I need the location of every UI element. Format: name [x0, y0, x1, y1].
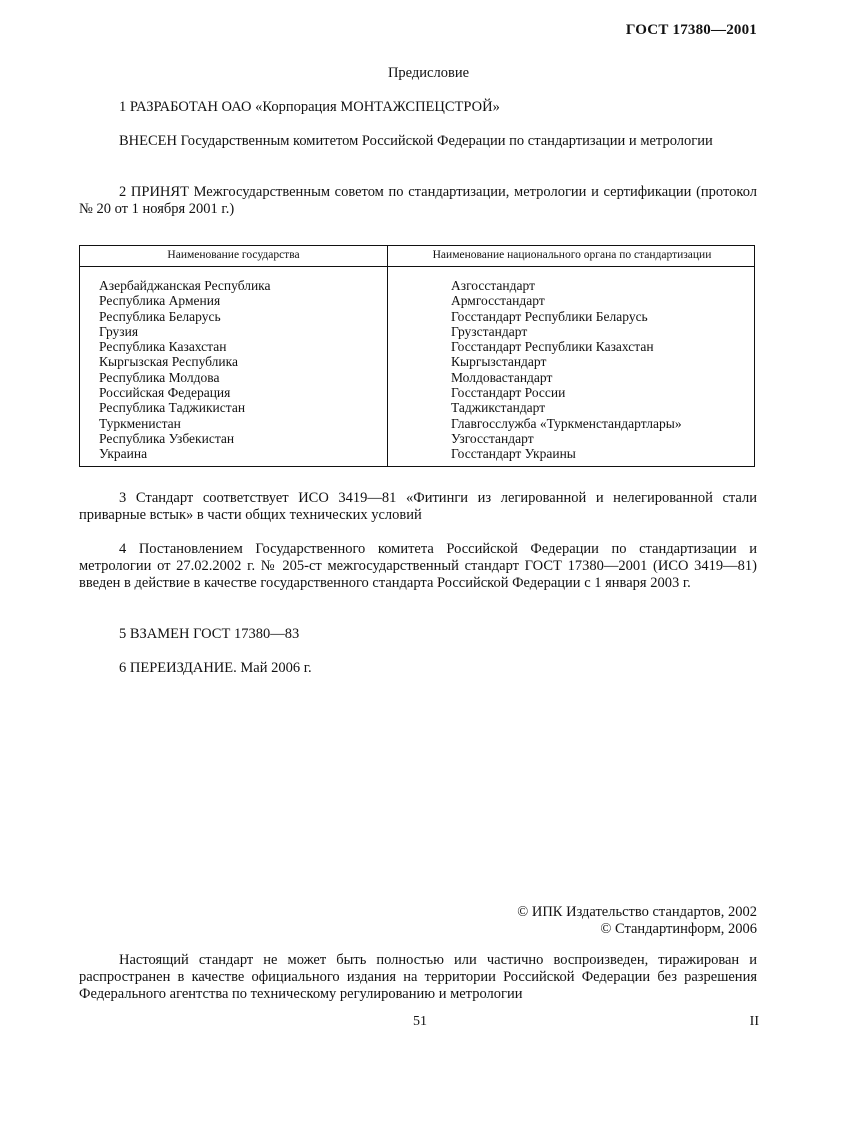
page-number: 51	[413, 1014, 427, 1029]
table-header-state: Наименование государства	[167, 249, 300, 261]
replaces-paragraph: 5 ВЗАМЕН ГОСТ 17380—83	[119, 626, 300, 642]
state-item: Кыргызская Республика	[99, 354, 238, 370]
body-item: Узгосстандарт	[451, 430, 534, 446]
body-item: Госстандарт России	[451, 385, 566, 401]
state-item: Грузия	[99, 323, 139, 339]
copyright-line-2: © Стандартинформ, 2006	[600, 921, 757, 937]
standards-bodies-list	[451, 278, 682, 462]
body-item: Кыргызстандарт	[451, 354, 547, 370]
body-item: Главгосслужба «Туркменстандартлары»	[451, 415, 682, 431]
state-item: Республика Таджикистан	[99, 400, 246, 416]
body-item: Госстандарт Республики Беларусь	[451, 308, 648, 324]
body-item: Таджикстандарт	[451, 400, 546, 416]
body-item: Грузстандарт	[451, 323, 528, 339]
enactment-paragraph: 4 Постановлением Государственного комитета Российской Федерации по стандартизации и метрологии от 27.02.2002 г. № 205-ст межгосударственный стандарт ГОСТ 17380—2001 (ИСО 3419—81) введен в действие в качестве государственного стандарта Российской Федерации с 1 января 2003 г.	[79, 541, 757, 591]
body-item: Азгосстандарт	[451, 278, 535, 293]
table-header-row	[80, 246, 754, 267]
table-column-divider	[387, 246, 388, 466]
state-item: Республика Узбекистан	[99, 430, 235, 446]
states-list	[99, 278, 271, 462]
copyright-notice: Настоящий стандарт не может быть полностью или частично воспроизведен, тиражирован и распространен в качестве официального издания на территории Российской Федерации без разрешения Федерального агентства по техническому регулированию и метрологии	[79, 952, 757, 1002]
adopted-by-paragraph: 2 ПРИНЯТ Межгосударственным советом по стандартизации, метрологии и сертификации (протокол № 20 от 1 ноября 2001 г.)	[79, 184, 757, 217]
developed-by-paragraph: 1 РАЗРАБОТАН ОАО «Корпорация МОНТАЖСПЕЦСТРОЙ»	[119, 99, 500, 115]
state-item: Украина	[99, 446, 148, 462]
body-item: Госстандарт Республики Казахстан	[451, 339, 654, 355]
state-item: Республика Казахстан	[99, 339, 227, 355]
body-item: Армгосстандарт	[451, 293, 545, 309]
state-item: Республика Армения	[99, 293, 221, 309]
standard-code-header: ГОСТ 17380—2001	[625, 22, 757, 38]
foreword-title: Предисловие	[387, 65, 470, 81]
states-table	[79, 245, 755, 467]
copyright-line-1: © ИПК Издательство стандартов, 2002	[517, 904, 757, 920]
state-item: Республика Беларусь	[99, 308, 221, 324]
reissue-paragraph: 6 ПЕРЕИЗДАНИЕ. Май 2006 г.	[119, 660, 312, 676]
body-item: Молдовастандарт	[451, 369, 553, 385]
roman-page-number: II	[749, 1014, 759, 1029]
introduced-by-paragraph: ВНЕСЕН Государственным комитетом Российской Федерации по стандартизации и метрологии	[119, 133, 713, 149]
state-item: Туркменистан	[99, 415, 181, 431]
state-item: Российская Федерация	[99, 385, 231, 401]
iso-correspondence-paragraph: 3 Стандарт соответствует ИСО 3419—81 «Фитинги из легированной и нелегированной стали приварные встык» в части общих технических условий	[79, 490, 757, 523]
state-item: Республика Молдова	[99, 369, 220, 385]
table-header-body: Наименование национального органа по стандартизации	[432, 249, 712, 261]
body-item: Госстандарт Украины	[451, 446, 576, 462]
state-item: Азербайджанская Республика	[99, 278, 271, 293]
